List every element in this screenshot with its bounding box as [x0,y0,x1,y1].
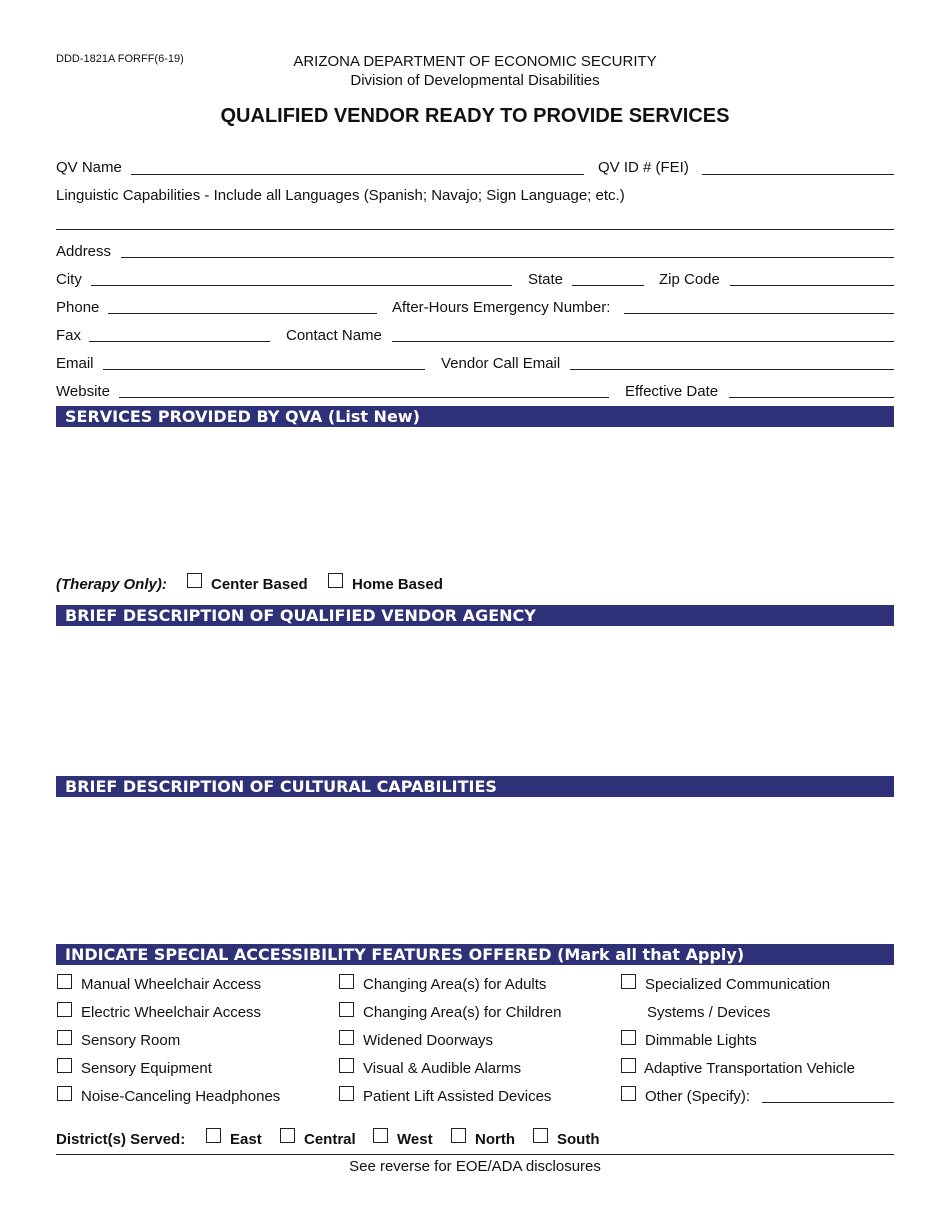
effective-date-label: Effective Date [625,383,719,400]
qv-name-field[interactable] [131,174,584,175]
address-field[interactable] [121,257,894,258]
other-checkbox[interactable] [621,1086,636,1101]
department-name: ARIZONA DEPARTMENT OF ECONOMIC SECURITY [293,53,657,70]
district-central-label: Central [304,1131,356,1148]
contact-name-field[interactable] [392,341,894,342]
footer-note: See reverse for EOE/ADA disclosures [349,1158,601,1175]
electric-wheelchair-label: Electric Wheelchair Access [81,1004,262,1021]
state-field[interactable] [572,285,644,286]
linguistic-field[interactable] [56,229,894,230]
qv-id-field[interactable] [702,174,894,175]
website-label: Website [56,383,110,400]
alarms-checkbox[interactable] [339,1058,354,1073]
changing-adults-checkbox[interactable] [339,974,354,989]
division-name: Division of Developmental Disabilities [350,72,600,89]
sensory-room-label: Sensory Room [81,1032,181,1049]
patient-lift-label: Patient Lift Assisted Devices [363,1088,552,1105]
qv-name-label: QV Name [56,159,122,176]
districts-label: District(s) Served: [56,1131,186,1148]
qv-id-label: QV ID # (FEI) [598,159,689,176]
patient-lift-checkbox[interactable] [339,1086,354,1101]
sensory-room-checkbox[interactable] [57,1030,72,1045]
sensory-equipment-checkbox[interactable] [57,1058,72,1073]
email-label: Email [56,355,94,372]
services-text-area[interactable] [56,428,894,568]
adaptive-transport-checkbox[interactable] [621,1058,636,1073]
headphones-checkbox[interactable] [57,1086,72,1101]
widened-doorways-label: Widened Doorways [363,1032,494,1049]
after-hours-label: After-Hours Emergency Number: [392,299,611,316]
district-west-checkbox[interactable] [373,1128,388,1143]
home-based-label: Home Based [352,576,443,593]
specialized-communication-label: Specialized Communication [645,976,831,993]
fax-label: Fax [56,327,82,344]
footer-divider [56,1154,894,1155]
manual-wheelchair-checkbox[interactable] [57,974,72,989]
other-specify-field[interactable] [762,1102,894,1103]
other-label: Other (Specify): [645,1088,751,1105]
district-east-checkbox[interactable] [206,1128,221,1143]
district-north-label: North [475,1131,515,1148]
headphones-label: Noise-Canceling Headphones [81,1088,281,1105]
services-section-header: SERVICES PROVIDED BY QVA (List New) [56,406,894,427]
accessibility-section-header: INDICATE SPECIAL ACCESSIBILITY FEATURES OFFERED (Mark all that Apply) [56,944,894,965]
home-based-checkbox[interactable] [328,573,343,588]
manual-wheelchair-label: Manual Wheelchair Access [81,976,262,993]
dimmable-lights-checkbox[interactable] [621,1030,636,1045]
phone-label: Phone [56,299,100,316]
linguistic-label: Linguistic Capabilities - Include all Languages (Spanish; Navajo; Sign Language; etc.) [56,187,625,204]
district-central-checkbox[interactable] [280,1128,295,1143]
vendor-call-email-field[interactable] [570,369,894,370]
center-based-checkbox[interactable] [187,573,202,588]
website-field[interactable] [119,397,609,398]
phone-field[interactable] [108,313,377,314]
after-hours-field[interactable] [624,313,894,314]
zip-field[interactable] [730,285,894,286]
contact-name-label: Contact Name [286,327,382,344]
agency-section-header: BRIEF DESCRIPTION OF QUALIFIED VENDOR AGENCY [56,605,894,626]
changing-children-label: Changing Area(s) for Children [363,1004,562,1021]
sensory-equipment-label: Sensory Equipment [81,1060,212,1077]
fax-field[interactable] [89,341,270,342]
cultural-section-header: BRIEF DESCRIPTION OF CULTURAL CAPABILITIES [56,776,894,797]
therapy-only-label: (Therapy Only): [56,576,167,593]
widened-doorways-checkbox[interactable] [339,1030,354,1045]
cultural-text-area[interactable] [56,798,894,940]
dimmable-lights-label: Dimmable Lights [645,1032,757,1049]
changing-children-checkbox[interactable] [339,1002,354,1017]
address-label: Address [56,243,112,260]
state-label: State [528,271,564,288]
vendor-call-email-label: Vendor Call Email [441,355,561,372]
alarms-label: Visual & Audible Alarms [363,1060,522,1077]
district-west-label: West [397,1131,433,1148]
district-north-checkbox[interactable] [451,1128,466,1143]
specialized-communication-label-line2: Systems / Devices [647,1004,771,1021]
district-south-checkbox[interactable] [533,1128,548,1143]
effective-date-field[interactable] [729,397,894,398]
page-title: QUALIFIED VENDOR READY TO PROVIDE SERVICES [220,105,730,127]
form-code: DDD-1821A FORFF(6-19) [56,53,184,65]
email-field[interactable] [103,369,425,370]
changing-adults-label: Changing Area(s) for Adults [363,976,547,993]
city-label: City [56,271,82,288]
adaptive-transport-label: Adaptive Transportation Vehicle [644,1060,855,1077]
district-east-label: East [230,1131,262,1148]
specialized-communication-checkbox[interactable] [621,974,636,989]
zip-label: Zip Code [659,271,720,288]
district-south-label: South [557,1131,600,1148]
city-field[interactable] [91,285,512,286]
agency-text-area[interactable] [56,627,894,772]
center-based-label: Center Based [211,576,308,593]
electric-wheelchair-checkbox[interactable] [57,1002,72,1017]
